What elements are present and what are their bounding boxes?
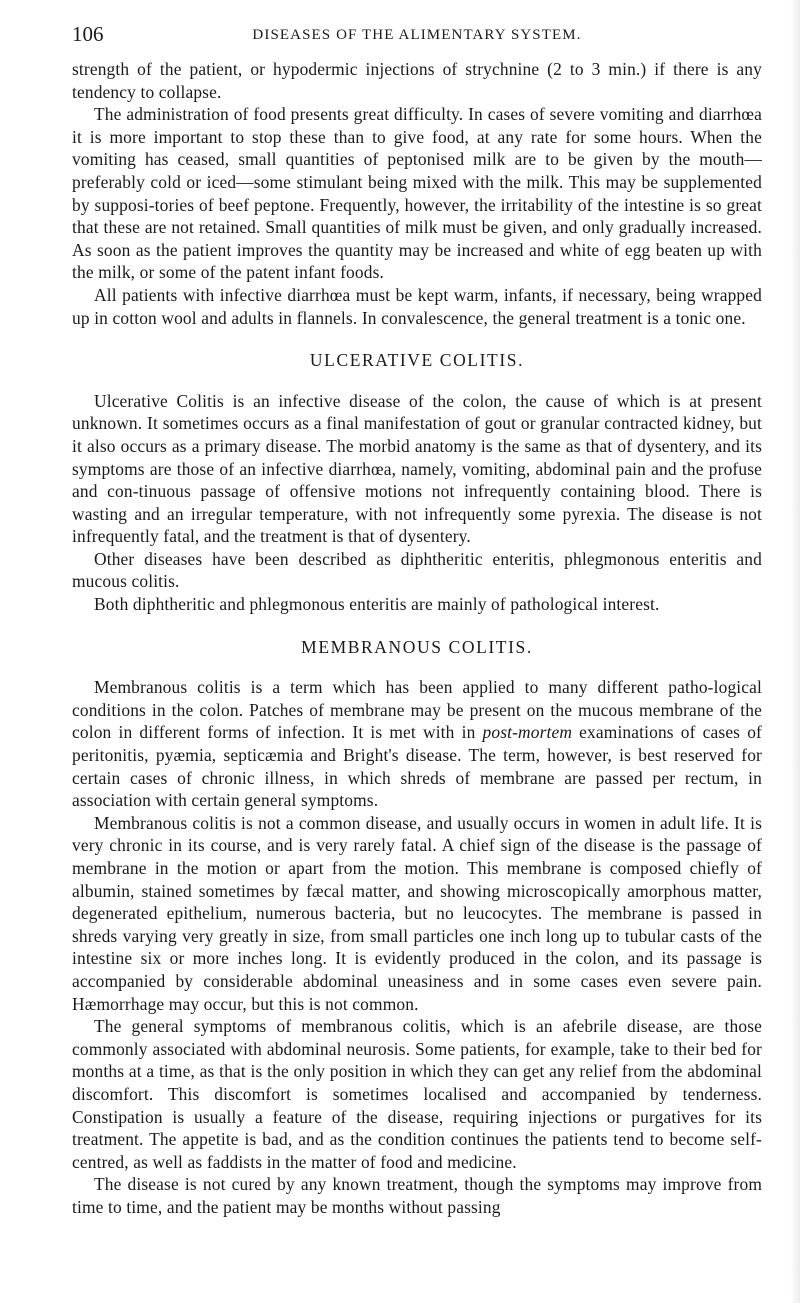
page-number: 106	[72, 22, 104, 46]
section-heading-membranous-colitis: MEMBRANOUS COLITIS.	[301, 636, 533, 657]
running-head	[72, 0, 762, 58]
intro-paragraph-3: All patients with infective diarrhœa must be kept warm, infants, if necessary, being wrapped up in cotton wool and adults in flannels. In convalescence, the general treatment is a tonic one.	[72, 284, 762, 328]
membranous-paragraph-4: The disease is not cured by any known treatment, though the symptoms may improve from time to time, and the patient may be months without passing	[72, 1174, 762, 1217]
intro-paragraph-2: The administration of food presents great difficulty. In cases of severe vomiting and diarrhœa it is more important to stop these than to give food, at any rate for some hours. When the vomiting has ceased, small quantities of peptonised milk are to be given by the mouth—preferably cold or iced—some stimulant being mixed with the milk. This may be supplemented by supposi-tories of beef peptone. Frequently, however, the irritability of the intestine is so great that these are not retained. Small quantities of milk must be given, and only gradually increased. As soon as the patient improves the quantity may be increased and white of egg beaten up with the milk, or some of the patent infant foods.	[72, 104, 762, 283]
membranous-p1-italic: post-mortem	[482, 722, 573, 743]
page-edge-shadow	[790, 0, 800, 1303]
ulcerative-paragraph-2: Other diseases have been described as diphtheritic enteritis, phlegmonous enteritis and mucous colitis.	[72, 548, 762, 592]
running-head-title: DISEASES OF THE ALIMENTARY SYSTEM.	[252, 27, 582, 43]
body-text	[72, 58, 762, 1219]
section-heading-ulcerative-colitis: ULCERATIVE COLITIS.	[309, 350, 525, 371]
membranous-paragraph-2: Membranous colitis is not a common disease, and usually occurs in women in adult life. It is very chronic in its course, and is very rarely fatal. A chief sign of the disease is the passage of membrane in the motion or apart from the motion. This membrane is composed chiefly of albumin, stained sometimes by fæcal matter, and showing microscopically amorphous matter, degenerated epithelium, numerous bacteria, but no leucocytes. The membrane is passed in shreds varying very greatly in size, from small particles one inch long up to tubular casts of the intestine six or more inches long. It is evidently produced in the colon, and its passage is accompanied by considerable abdominal uneasiness and in some cases even severe pain. Hæmorrhage may occur, but this is not common.	[72, 812, 762, 1014]
intro-paragraph-1: strength of the patient, or hypodermic injections of strychnine (2 to 3 min.) if there is any tendency to collapse.	[72, 59, 762, 102]
membranous-paragraph-3: The general symptoms of membranous colitis, which is an afebrile disease, are those commonly associated with abdominal neurosis. Some patients, for example, take to their bed for months at a time, as that is the only position in which they can get any relief from the abdominal discomfort. This discomfort is sometimes localised and accompanied by tenderness. Constipation is usually a feature of the disease, requiring injections or purgatives for its treatment. The appetite is bad, and as the condition continues the patients tend to become self-centred, as well as faddists in the matter of food and medicine.	[72, 1016, 762, 1172]
ulcerative-paragraph-3: Both diphtheritic and phlegmonous enteritis are mainly of pathological interest.	[94, 594, 660, 615]
membranous-paragraph-1	[72, 676, 762, 812]
membranous-p1-text-b: examinations of cases of peritonitis, pyæmia, septicæmia and Bright's disease. The term, however, is best reserved for certain cases of chronic illness, in which shreds of membrane are passed per rectum, in association with certain general symptoms.	[72, 722, 762, 811]
ulcerative-paragraph-1: Ulcerative Colitis is an infective disease of the colon, the cause of which is at present unknown. It sometimes occurs as a final manifestation of gout or granular contracted kidney, but it also occurs as a primary disease. The morbid anatomy is the same as that of dysentery, and its symptoms are those of an infective diarrhœa, namely, vomiting, abdominal pain and the profuse and con-tinuous passage of offensive motions not infrequently containing blood. There is wasting and an irregular temperature, with not infrequently some pyrexia. The disease is not infrequently fatal, and the treatment is that of dysentery.	[72, 390, 762, 547]
membranous-p1-text-a: Membranous colitis is a term which has been applied to many different patho-logical conditions in the colon. Patches of membrane may be present on the mucous membrane of the colon in different forms of infection. It is met with in	[72, 677, 762, 743]
